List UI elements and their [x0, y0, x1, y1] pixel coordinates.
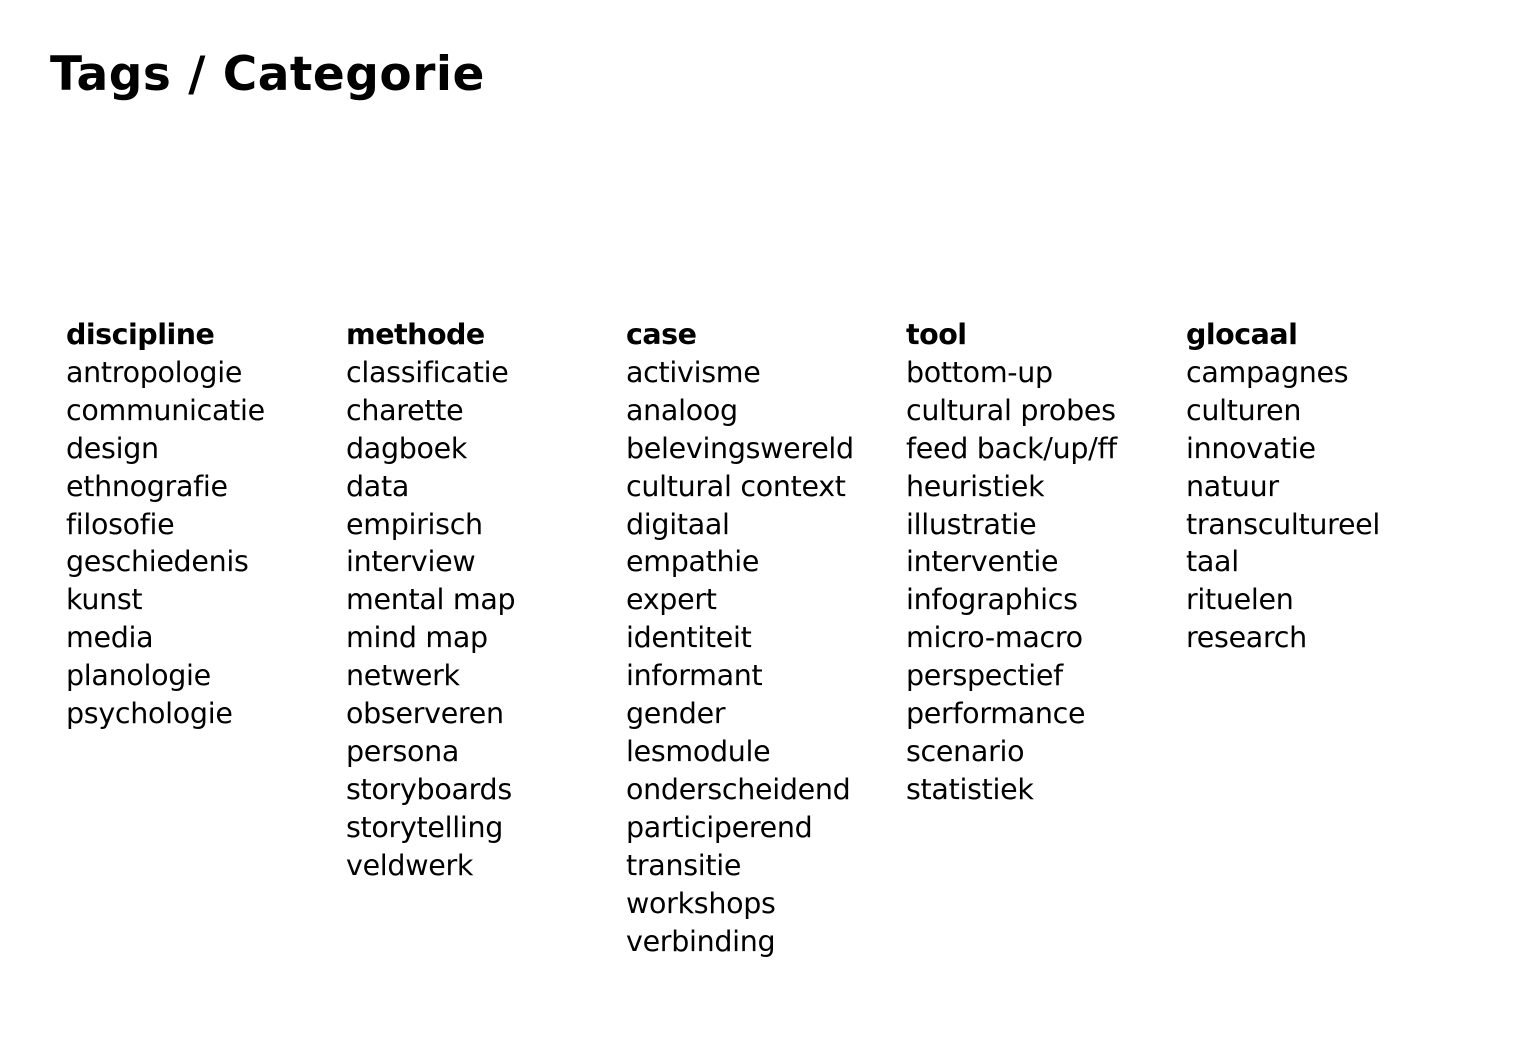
tag-item: antropologie: [66, 355, 243, 389]
tag-item: taal: [1186, 545, 1239, 579]
column-heading-case: case: [626, 318, 697, 351]
tag-item: feed back/up/ff: [906, 431, 1117, 465]
tag-item: kunst: [66, 583, 143, 617]
page-title: Tags / Categorie: [50, 47, 485, 102]
tag-item: research: [1186, 621, 1307, 655]
tag-item: micro-macro: [906, 621, 1083, 655]
tag-item: interventie: [906, 545, 1059, 579]
tag-item: veldwerk: [346, 848, 474, 882]
tag-list-glocaal: [1186, 354, 1456, 657]
tag-item: analoog: [626, 393, 738, 427]
tag-item: storyboards: [346, 772, 512, 806]
tag-item: netwerk: [346, 659, 460, 693]
tag-item: participerend: [626, 810, 813, 844]
tag-item: verbinding: [626, 924, 776, 958]
tag-item: storytelling: [346, 810, 504, 844]
tag-item: identiteit: [626, 621, 752, 655]
tag-item: cultural probes: [906, 393, 1116, 427]
tag-item: empathie: [626, 545, 760, 579]
tag-item: communicatie: [66, 393, 265, 427]
tag-item: statistiek: [906, 772, 1034, 806]
column-heading-discipline: discipline: [66, 318, 215, 351]
tag-item: geschiedenis: [66, 545, 249, 579]
tag-item: mental map: [346, 583, 516, 617]
tag-item: illustratie: [906, 507, 1037, 541]
tag-item: classificatie: [346, 355, 509, 389]
tag-item: rituelen: [1186, 583, 1294, 617]
tag-item: scenario: [906, 734, 1025, 768]
column-heading-methode: methode: [346, 318, 485, 351]
tag-item: media: [66, 621, 154, 655]
tag-item: belevingswereld: [626, 431, 854, 465]
tag-item: planologie: [66, 659, 211, 693]
tag-item: performance: [906, 697, 1086, 731]
tag-item: natuur: [1186, 469, 1279, 503]
column-discipline: [66, 316, 336, 733]
tag-list-methode: [346, 354, 616, 885]
tag-item: campagnes: [1186, 355, 1349, 389]
tag-item: charette: [346, 393, 464, 427]
column-heading-tool: tool: [906, 318, 967, 351]
tag-item: culturen: [1186, 393, 1302, 427]
tag-item: observeren: [346, 697, 504, 731]
tag-item: innovatie: [1186, 431, 1316, 465]
tag-item: informant: [626, 659, 763, 693]
tag-item: dagboek: [346, 431, 468, 465]
tag-item: ethnografie: [66, 469, 228, 503]
tag-item: psychologie: [66, 697, 233, 731]
tag-item: interview: [346, 545, 476, 579]
tag-item: empirisch: [346, 507, 483, 541]
tag-item: bottom-up: [906, 355, 1053, 389]
tag-item: expert: [626, 583, 717, 617]
column-glocaal: [1186, 316, 1456, 657]
tag-item: infographics: [906, 583, 1078, 617]
column-heading-glocaal: glocaal: [1186, 318, 1298, 351]
tag-item: mind map: [346, 621, 488, 655]
tag-item: gender: [626, 697, 726, 731]
column-case: [626, 316, 896, 960]
tag-item: transcultureel: [1186, 507, 1381, 541]
tag-item: transitie: [626, 848, 742, 882]
tag-item: workshops: [626, 886, 776, 920]
tag-item: design: [66, 431, 159, 465]
tag-list-tool: [906, 354, 1176, 809]
tag-item: cultural context: [626, 469, 846, 503]
tag-item: filosofie: [66, 507, 175, 541]
tag-item: activisme: [626, 355, 761, 389]
tag-item: lesmodule: [626, 734, 771, 768]
tag-item: persona: [346, 734, 460, 768]
tag-item: perspectief: [906, 659, 1063, 693]
tag-item: digitaal: [626, 507, 730, 541]
tag-item: heuristiek: [906, 469, 1045, 503]
tag-item: data: [346, 469, 409, 503]
tag-list-discipline: [66, 354, 336, 733]
tag-list-case: [626, 354, 896, 961]
tag-item: onderscheidend: [626, 772, 851, 806]
column-tool: [906, 316, 1176, 809]
column-methode: [346, 316, 616, 885]
